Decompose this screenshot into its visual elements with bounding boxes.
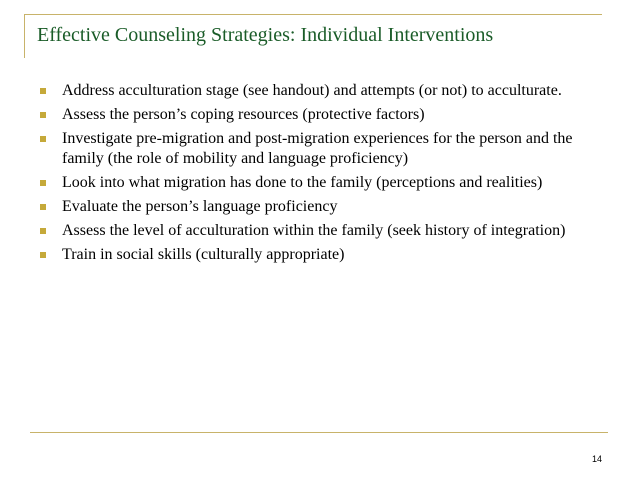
bullet-item <box>40 129 610 169</box>
footer-divider <box>30 432 608 433</box>
square-bullet-icon <box>40 204 46 210</box>
bullet-list <box>40 81 610 269</box>
bullet-item <box>40 197 610 217</box>
square-bullet-icon <box>40 136 46 142</box>
bullet-item <box>40 173 610 193</box>
bullet-text: Evaluate the person’s language proficiency <box>62 198 338 215</box>
bullet-text: Investigate pre-migration and post-migration experiences for the person and the family (the role of mobility and language proficiency) <box>62 130 573 167</box>
square-bullet-icon <box>40 88 46 94</box>
bullet-text: Assess the person’s coping resources (protective factors) <box>62 106 425 123</box>
square-bullet-icon <box>40 252 46 258</box>
slide-title: Effective Counseling Strategies: Individual Interventions <box>37 24 494 46</box>
title-frame-left-line <box>24 14 25 58</box>
square-bullet-icon <box>40 112 46 118</box>
bullet-item <box>40 245 610 265</box>
square-bullet-icon <box>40 228 46 234</box>
bullet-item <box>40 221 610 241</box>
bullet-item <box>40 105 610 125</box>
square-bullet-icon <box>40 180 46 186</box>
bullet-item <box>40 81 610 101</box>
bullet-text: Assess the level of acculturation within the family (seek history of integration) <box>62 222 566 239</box>
title-frame-top-line <box>24 14 602 15</box>
bullet-text: Look into what migration has done to the family (perceptions and realities) <box>62 174 543 191</box>
page-number: 14 <box>591 454 602 464</box>
bullet-text: Train in social skills (culturally appropriate) <box>62 246 345 263</box>
bullet-text: Address acculturation stage (see handout) and attempts (or not) to acculturate. <box>62 82 562 99</box>
